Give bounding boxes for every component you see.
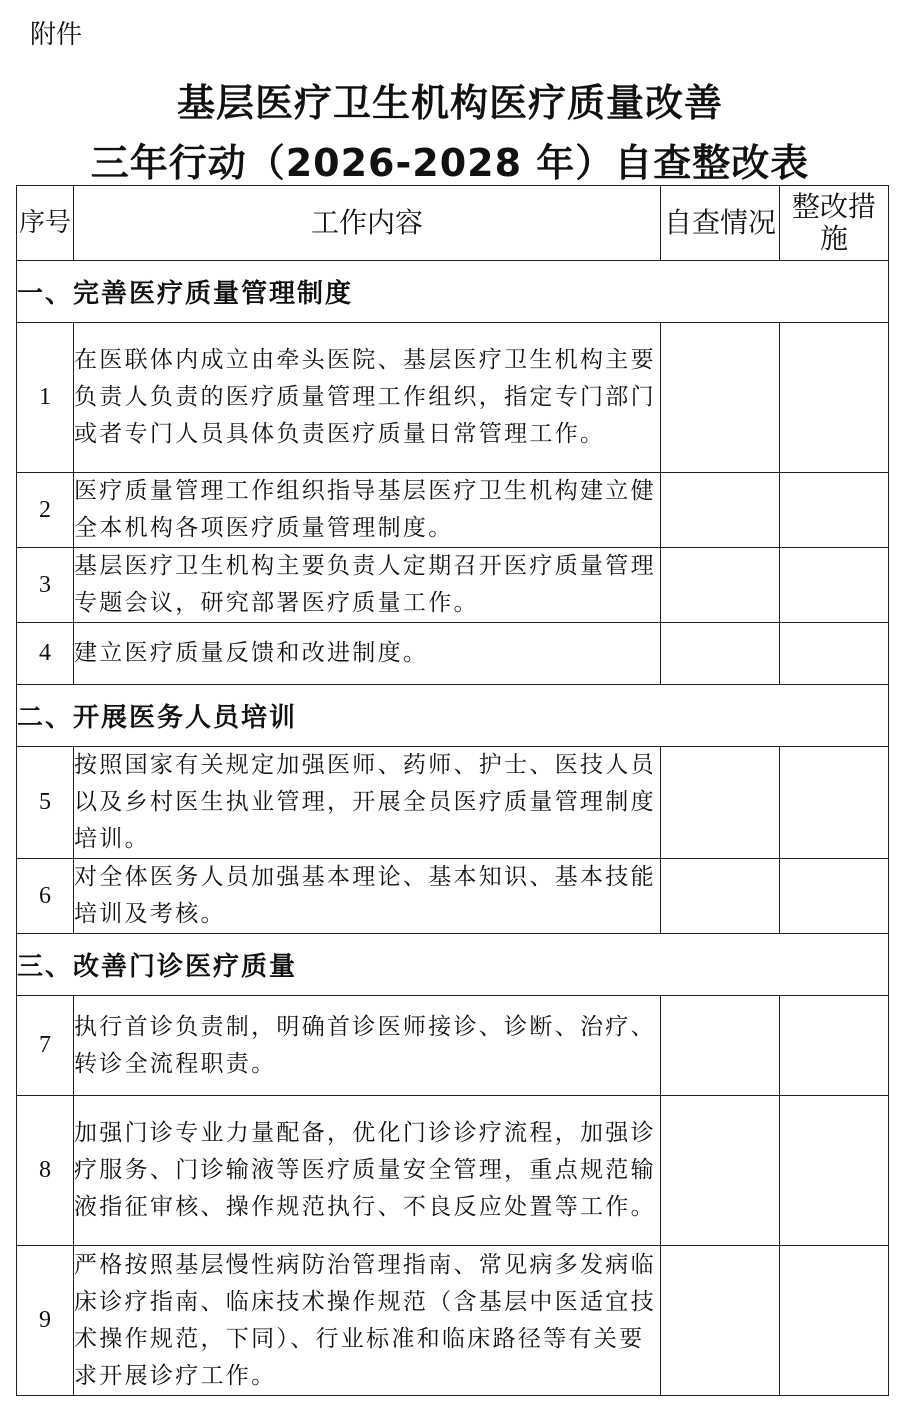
self-check-cell[interactable] [661, 623, 780, 685]
row-number: 4 [17, 623, 74, 685]
self-check-table [16, 185, 889, 1396]
rectification-cell[interactable] [780, 323, 889, 473]
column-header-content: 工作内容 [74, 186, 661, 261]
self-check-cell[interactable] [661, 996, 780, 1096]
row-content: 对全体医务人员加强基本理论、基本知识、基本技能培训及考核。 [74, 859, 661, 934]
table-header-row [17, 186, 889, 261]
row-number: 9 [17, 1246, 74, 1396]
rectification-cell[interactable] [780, 747, 889, 859]
table-row [17, 623, 889, 685]
rectification-cell[interactable] [780, 548, 889, 623]
row-number: 6 [17, 859, 74, 934]
row-content: 执行首诊负责制，明确首诊医师接诊、诊断、治疗、转诊全流程职责。 [74, 996, 661, 1096]
row-content: 加强门诊专业力量配备，优化门诊诊疗流程，加强诊疗服务、门诊输液等医疗质量安全管理，重点规范输液指征审核、操作规范执行、不良反应处置等工作。 [74, 1096, 661, 1246]
attachment-label: 附件 [30, 20, 83, 50]
table-row [17, 1096, 889, 1246]
rectification-cell[interactable] [780, 1246, 889, 1396]
section-row [17, 934, 889, 996]
table-row [17, 548, 889, 623]
row-number: 5 [17, 747, 74, 859]
row-content: 按照国家有关规定加强医师、药师、护士、医技人员以及乡村医生执业管理，开展全员医疗质量管理制度培训。 [74, 747, 661, 859]
column-header-num: 序号 [17, 186, 74, 261]
table-row [17, 323, 889, 473]
self-check-cell[interactable] [661, 747, 780, 859]
section-row [17, 685, 889, 747]
page-title-line-1: 基层医疗卫生机构医疗质量改善 [176, 81, 723, 125]
row-number: 1 [17, 323, 74, 473]
self-check-cell[interactable] [661, 1096, 780, 1246]
page-title-line-2: 三年行动（2026-2028 年）自查整改表 [90, 141, 810, 185]
table-row [17, 1246, 889, 1396]
table-row [17, 859, 889, 934]
rectification-cell[interactable] [780, 859, 889, 934]
section-row [17, 261, 889, 323]
self-check-cell[interactable] [661, 473, 780, 548]
column-header-self-check: 自查情况 [661, 186, 780, 261]
section-title: 三、改善门诊医疗质量 [17, 934, 889, 996]
self-check-cell[interactable] [661, 548, 780, 623]
row-content: 建立医疗质量反馈和改进制度。 [74, 623, 661, 685]
column-header-rectification: 整改措施 [780, 186, 889, 261]
self-check-cell[interactable] [661, 859, 780, 934]
row-number: 7 [17, 996, 74, 1096]
row-content: 医疗质量管理工作组织指导基层医疗卫生机构建立健全本机构各项医疗质量管理制度。 [74, 473, 661, 548]
row-content: 严格按照基层慢性病防治管理指南、常见病多发病临床诊疗指南、临床技术操作规范（含基层中医适宜技术操作规范，下同）、行业标准和临床路径等有关要求开展诊疗工作。 [74, 1246, 661, 1396]
rectification-cell[interactable] [780, 473, 889, 548]
rectification-cell[interactable] [780, 1096, 889, 1246]
row-content: 基层医疗卫生机构主要负责人定期召开医疗质量管理专题会议，研究部署医疗质量工作。 [74, 548, 661, 623]
row-number: 8 [17, 1096, 74, 1246]
rectification-cell[interactable] [780, 623, 889, 685]
table-row [17, 996, 889, 1096]
self-check-cell[interactable] [661, 323, 780, 473]
row-content: 在医联体内成立由牵头医院、基层医疗卫生机构主要负责人负责的医疗质量管理工作组织，指定专门部门或者专门人员具体负责医疗质量日常管理工作。 [74, 323, 661, 473]
section-title: 一、完善医疗质量管理制度 [17, 261, 889, 323]
table-row [17, 747, 889, 859]
table-row [17, 473, 889, 548]
row-number: 3 [17, 548, 74, 623]
self-check-cell[interactable] [661, 1246, 780, 1396]
section-title: 二、开展医务人员培训 [17, 685, 889, 747]
rectification-cell[interactable] [780, 996, 889, 1096]
row-number: 2 [17, 473, 74, 548]
